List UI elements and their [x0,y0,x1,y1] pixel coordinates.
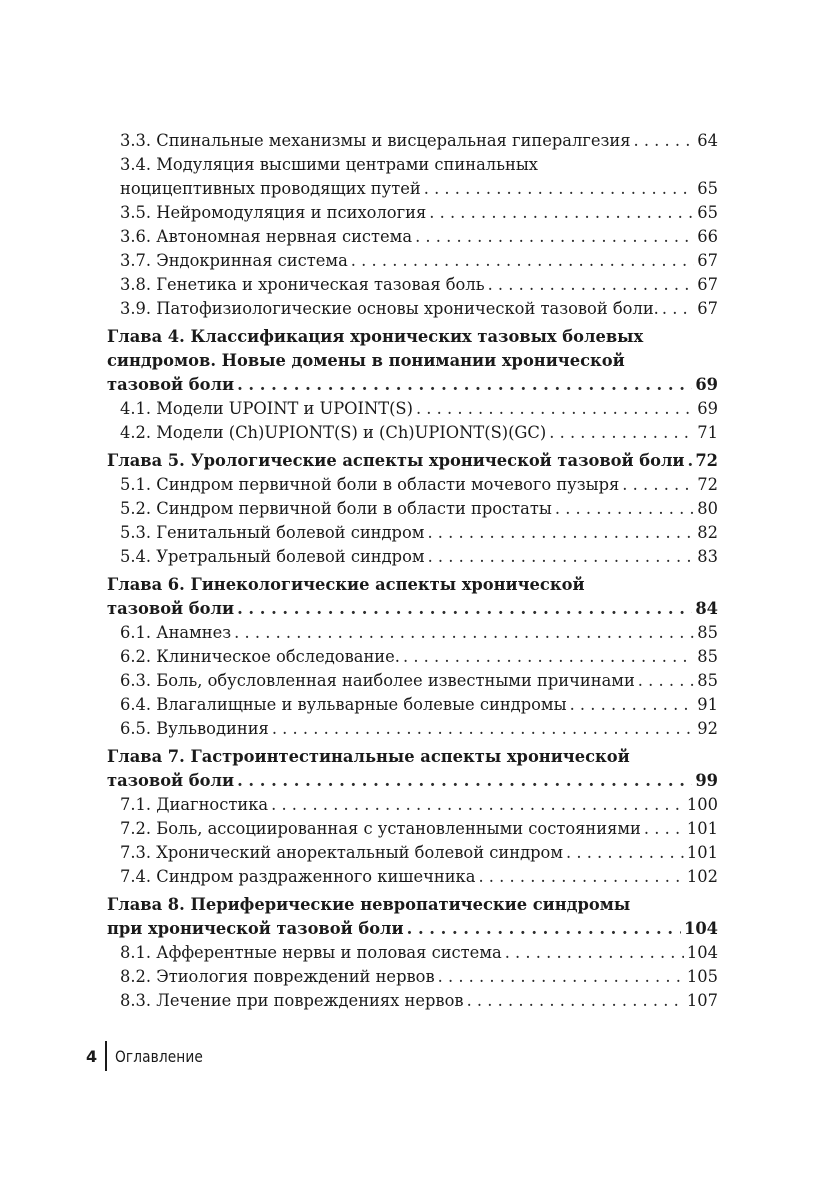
toc-entry-title: 3.5. Нейромодуляция и психология [120,203,427,222]
toc-dot-leader [400,645,694,669]
toc-chapter-entry[interactable] [107,325,718,397]
toc-page-number: 66 [697,227,718,246]
toc-dot-leader [234,373,692,397]
toc-page-number: 65 [697,179,718,198]
toc-section-entry[interactable] [107,793,718,817]
toc-dot-leader [413,397,694,421]
toc-section-entry[interactable] [107,497,718,521]
toc-entry-title: 4.2. Модели (Ch)UPIONT(S) и (Ch)UPIONT(S)(GC) [120,423,547,442]
toc-page-number: 67 [697,299,718,318]
toc-dot-leader [348,249,694,273]
toc-dot-leader [424,521,694,545]
toc-entry-title: 8.1. Афферентные нервы и половая система [120,943,502,962]
toc-section-entry[interactable] [107,473,718,497]
toc-dot-leader [234,597,692,621]
toc-page-number: 101 [686,843,718,862]
toc-entry-title: ноцицептивных проводящих путей [120,179,421,198]
toc-section-entry[interactable] [107,397,718,421]
toc-dot-leader [464,989,684,1013]
toc-entry-title: Глава 4. Классификация хронических тазовых болевых [107,327,644,346]
toc-dot-leader [685,449,693,473]
toc-page-number: 83 [697,547,718,566]
toc-dot-leader [404,917,681,941]
toc-entry-title: 4.1. Модели UPOINT и UPOINT(S) [120,399,413,418]
toc-section-entry[interactable] [107,297,718,321]
toc-page-number: 67 [697,275,718,294]
toc-entry-title: тазовой боли [107,771,235,790]
toc-section-entry[interactable] [107,201,718,225]
toc-page-number: 99 [695,771,718,790]
toc-dot-leader [567,693,695,717]
toc-dot-leader [630,129,694,153]
toc-section-entry[interactable] [107,645,718,669]
toc-dot-leader [268,793,684,817]
toc-dot-leader [635,669,694,693]
toc-section-entry[interactable] [107,545,718,569]
toc-entry-title: Глава 5. Урологические аспекты хронической тазовой боли [107,451,685,470]
toc-entry-title: 3.9. Патофизиологические основы хронической тазовой боли. [120,299,659,318]
toc-chapter-entry[interactable] [107,449,718,473]
toc-dot-leader [552,497,694,521]
toc-page-number: 104 [684,919,718,938]
toc-chapter-entry[interactable] [107,893,718,941]
toc-section-entry[interactable] [107,225,718,249]
toc-section-entry[interactable] [107,669,718,693]
toc-entry-title: 7.1. Диагностика [120,795,269,814]
toc-section-entry[interactable] [107,273,718,297]
toc-entry-title: 5.3. Генитальный болевой синдром [120,523,425,542]
toc-section-entry[interactable] [107,521,718,545]
toc-page-number: 101 [686,819,718,838]
footer-divider [105,1041,107,1071]
toc-entry-title: при хронической тазовой боли [107,919,404,938]
toc-entry-title: 3.6. Автономная нервная система [120,227,413,246]
toc-page-number: 71 [697,423,718,442]
toc-entry-title: 8.3. Лечение при повреждениях нервов [120,991,464,1010]
toc-entry-title: 5.4. Уретральный болевой синдром [120,547,425,566]
toc-page-number: 69 [695,375,718,394]
toc-page-number: 65 [697,203,718,222]
toc-page-number: 92 [697,719,718,738]
toc-dot-leader [269,717,694,741]
toc-page-number: 85 [697,623,718,642]
toc-chapter-entry[interactable] [107,745,718,793]
toc-entry-title: 7.2. Боль, ассоциированная с установленными состояниями [120,819,641,838]
toc-page-number: 107 [686,991,718,1010]
toc-page-number: 67 [697,251,718,270]
toc-entry-title: 3.8. Генетика и хроническая тазовая боль [120,275,485,294]
toc-section-entry[interactable] [107,865,718,889]
page-footer [86,1041,217,1071]
toc-dot-leader [563,841,684,865]
toc-entry-title: 7.4. Синдром раздраженного кишечника [120,867,476,886]
toc-entry-title: 6.3. Боль, обусловленная наиболее известными причинами [120,671,635,690]
toc-entry-title: 6.1. Анамнез [120,623,232,642]
toc-section-entry[interactable] [107,989,718,1013]
toc-entry-title: синдромов. Новые домены в понимании хронической [107,351,625,370]
toc-page-number: 91 [697,695,718,714]
toc-page-number: 85 [697,671,718,690]
toc-page-number: 100 [686,795,718,814]
toc-dot-leader [502,941,684,965]
toc-section-entry[interactable] [107,621,718,645]
toc-dot-leader [485,273,695,297]
toc-dot-leader [475,865,683,889]
toc-dot-leader [425,545,695,569]
toc-dot-leader [231,621,694,645]
toc-section-entry[interactable] [107,841,718,865]
toc-entry-title: 3.7. Эндокринная система [120,251,348,270]
toc-page-number: 69 [697,399,718,418]
toc-page-number: 104 [686,943,718,962]
toc-page-number: 102 [686,867,718,886]
toc-entry-title: тазовой боли [107,599,235,618]
toc-dot-leader [435,965,684,989]
toc-page-number: 80 [697,499,718,518]
toc-section-entry[interactable] [107,941,718,965]
toc-section-entry[interactable] [107,693,718,717]
toc-entry-title: Глава 7. Гастроинтестинальные аспекты хронической [107,747,630,766]
toc-entry-title: 5.2. Синдром первичной боли в области простаты [120,499,552,518]
toc-entry-title: 3.3. Спинальные механизмы и висцеральная гипералгезия [120,131,631,150]
toc-section-entry[interactable] [107,717,718,741]
toc-page-number: 72 [695,451,718,470]
toc-page-number: 82 [697,523,718,542]
toc-page-number: 64 [697,131,718,150]
toc-entry-title: 7.3. Хронический аноректальный болевой синдром [120,843,563,862]
toc-dot-leader [619,473,694,497]
toc-chapter-entry[interactable] [107,573,718,621]
toc-dot-leader [546,421,694,445]
running-header-label: Оглавление [115,1046,204,1066]
toc-dot-leader [641,817,684,841]
toc-dot-leader [426,201,694,225]
toc-dot-leader [234,769,692,793]
toc-entry-title: Глава 8. Периферические невропатические синдромы [107,895,631,914]
toc-dot-leader [412,225,694,249]
toc-entry-title: 5.1. Синдром первичной боли в области мочевого пузыря [120,475,620,494]
toc-page-number: 105 [686,967,718,986]
toc-page-number: 85 [697,647,718,666]
toc-entry-title: 6.2. Клиническое обследование. [120,647,400,666]
toc-dot-leader [421,177,695,201]
toc-page-number: 84 [695,599,718,618]
toc-section-entry[interactable] [107,129,718,153]
toc-entry-title: 3.4. Модуляция высшими центрами спинальных [120,155,538,174]
table-of-contents [107,129,718,1013]
toc-section-entry[interactable] [107,249,718,273]
toc-section-entry[interactable] [107,817,718,841]
toc-entry-title: Глава 6. Гинекологические аспекты хронической [107,575,585,594]
toc-section-entry[interactable] [107,965,718,989]
toc-entry-title: 8.2. Этиология повреждений нервов [120,967,435,986]
page-number: 4 [86,1046,98,1066]
toc-dot-leader [659,297,694,321]
toc-section-entry[interactable] [107,421,718,445]
toc-section-entry[interactable] [107,153,718,201]
toc-entry-title: 6.4. Влагалищные и вульварные болевые синдромы [120,695,567,714]
toc-page-number: 72 [697,475,718,494]
toc-entry-title: тазовой боли [107,375,235,394]
toc-entry-title: 6.5. Вульводиния [120,719,269,738]
